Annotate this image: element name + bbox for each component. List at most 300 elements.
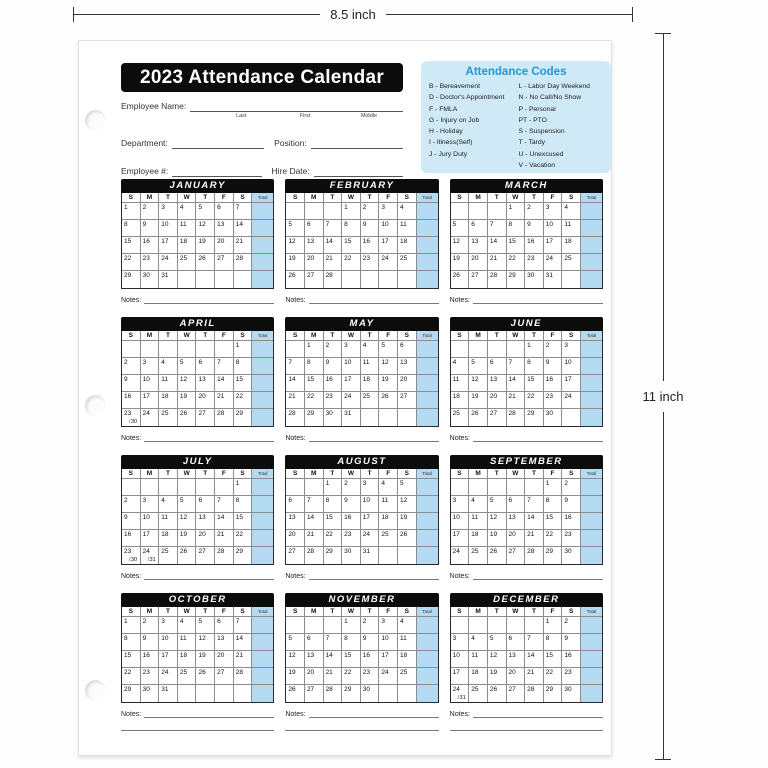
date-cell: 31: [544, 271, 563, 288]
month-title: SEPTEMBER: [450, 455, 603, 469]
date-cell: [286, 617, 305, 634]
date-cell: 9: [141, 634, 160, 651]
day-header: T: [324, 469, 343, 479]
date-cell: 20: [305, 254, 324, 271]
month-calendar: [121, 317, 274, 442]
date-cell: 1: [342, 203, 361, 220]
date-cell: 8: [324, 496, 343, 513]
date-cell: 7: [215, 358, 234, 375]
date-cell: 22: [544, 530, 563, 547]
notes-label: Notes:: [285, 435, 306, 442]
notes-label: Notes:: [121, 297, 142, 304]
attendance-code: P - Personal: [518, 105, 556, 113]
total-cell: [417, 203, 438, 220]
date-cell: 20: [215, 651, 234, 668]
total-cell: [417, 409, 438, 426]
date-cell: 30: [324, 409, 343, 426]
date-cell: 17: [141, 530, 160, 547]
date-cell: 15: [544, 513, 563, 530]
date-cell: [562, 271, 581, 288]
date-cell: 14: [525, 513, 544, 530]
date-cell: 12: [488, 651, 507, 668]
total-cell: [252, 668, 273, 685]
date-cell: [286, 341, 305, 358]
day-header: M: [305, 193, 324, 203]
day-header: S: [286, 331, 305, 341]
date-cell: [215, 479, 234, 496]
date-cell: 2: [342, 479, 361, 496]
day-header: W: [342, 607, 361, 617]
date-cell: 15: [342, 237, 361, 254]
date-cell: 19: [379, 375, 398, 392]
date-cell: 21: [234, 651, 253, 668]
total-cell: [252, 479, 273, 496]
total-cell: [581, 547, 602, 564]
date-cell: [141, 341, 160, 358]
date-cell: 30: [141, 685, 160, 702]
day-header: T: [324, 193, 343, 203]
date-cell: 29: [507, 271, 526, 288]
employee-name-row: [121, 101, 403, 119]
date-cell: 16: [562, 513, 581, 530]
month-calendar: [450, 179, 603, 304]
date-cell: 11: [178, 634, 197, 651]
date-cell: 3: [342, 341, 361, 358]
total-cell: [252, 237, 273, 254]
page-title: 2023 Attendance Calendar: [121, 63, 403, 92]
date-cell: 12: [451, 237, 470, 254]
date-cell: 22: [122, 668, 141, 685]
date-cell: [215, 685, 234, 702]
date-cell: 25: [379, 530, 398, 547]
date-cell: 19: [469, 392, 488, 409]
date-cell: 10: [451, 513, 470, 530]
total-cell: [252, 271, 273, 288]
dimension-tick: [632, 7, 633, 22]
date-cell: [488, 203, 507, 220]
notes-line: [473, 572, 603, 580]
notes-row: [285, 710, 438, 718]
day-header: T: [159, 193, 178, 203]
date-cell: 8: [544, 496, 563, 513]
date-cell: 17: [379, 237, 398, 254]
date-cell: 6: [398, 341, 417, 358]
month-title: JULY: [121, 455, 274, 469]
date-cell: 17: [141, 392, 160, 409]
day-header: F: [215, 469, 234, 479]
day-header: S: [562, 331, 581, 341]
date-cell: [398, 547, 417, 564]
date-cell: 14: [215, 513, 234, 530]
date-cell: [178, 341, 197, 358]
date-cell: 11: [398, 634, 417, 651]
attendance-code: T - Tardy: [518, 139, 546, 147]
total-cell: [417, 685, 438, 702]
total-column-header: Total: [581, 607, 602, 617]
total-cell: [252, 634, 273, 651]
date-cell: 7: [286, 358, 305, 375]
date-cell: 24: [562, 392, 581, 409]
date-cell: 22: [305, 392, 324, 409]
date-cell: 8: [122, 220, 141, 237]
day-header: T: [361, 469, 380, 479]
day-header: S: [398, 331, 417, 341]
total-cell: [581, 634, 602, 651]
date-cell: 13: [215, 634, 234, 651]
date-cell: 7: [215, 496, 234, 513]
notes-label: Notes:: [449, 573, 470, 580]
date-cell: 6: [215, 617, 234, 634]
date-cell: [196, 341, 215, 358]
date-cell: 26: [286, 685, 305, 702]
day-header: F: [215, 193, 234, 203]
width-dimension-label: 8.5 inch: [330, 6, 376, 22]
date-cell: 3: [379, 617, 398, 634]
total-cell: [417, 392, 438, 409]
day-header: T: [196, 193, 215, 203]
day-header: S: [398, 193, 417, 203]
date-cell: 7: [324, 220, 343, 237]
date-cell: [398, 685, 417, 702]
date-cell: 11: [398, 220, 417, 237]
date-cell: 2: [361, 203, 380, 220]
notes-label: Notes:: [121, 711, 142, 718]
total-cell: [417, 513, 438, 530]
total-cell: [581, 685, 602, 702]
day-header: T: [159, 331, 178, 341]
date-cell: 18: [361, 375, 380, 392]
date-cell: 5: [196, 617, 215, 634]
date-cell: [451, 203, 470, 220]
total-cell: [581, 530, 602, 547]
date-cell: [122, 547, 141, 564]
date-cell: 30: [562, 685, 581, 702]
date-cell: 26: [178, 409, 197, 426]
date-cell: 22: [525, 392, 544, 409]
date-cell: 9: [324, 358, 343, 375]
dimension-tick: [655, 759, 671, 760]
date-cell: [342, 271, 361, 288]
total-cell: [581, 617, 602, 634]
day-header: T: [196, 331, 215, 341]
day-header: S: [562, 193, 581, 203]
date-cell: 21: [525, 668, 544, 685]
month-title: DECEMBER: [450, 593, 603, 607]
date-cell: 6: [215, 203, 234, 220]
total-cell: [581, 479, 602, 496]
date-cell: 24: [342, 392, 361, 409]
date-cell: 12: [196, 634, 215, 651]
date-cell: 14: [305, 513, 324, 530]
notes-label: Notes:: [121, 435, 142, 442]
attendance-code: N - No Call/No Show: [518, 94, 582, 102]
total-cell: [252, 358, 273, 375]
day-header: T: [525, 469, 544, 479]
date-cell: 23: [525, 254, 544, 271]
date-cell: 12: [469, 375, 488, 392]
notes-line: [473, 710, 603, 718]
date-cell: 22: [122, 254, 141, 271]
overflow-date-number: / 31: [458, 695, 466, 701]
date-cell: [178, 271, 197, 288]
date-cell: [562, 409, 581, 426]
total-cell: [417, 651, 438, 668]
month-title: JUNE: [450, 317, 603, 331]
date-cell: [379, 271, 398, 288]
notes-row: [450, 434, 603, 442]
date-cell: 5: [286, 634, 305, 651]
date-cell: 17: [342, 375, 361, 392]
date-cell: 24: [451, 547, 470, 564]
day-header: T: [525, 193, 544, 203]
codes-right-column: [519, 81, 604, 171]
date-cell: 8: [544, 634, 563, 651]
hire-date-label: Hire Date:: [271, 166, 310, 176]
day-header: F: [544, 331, 563, 341]
date-cell: 9: [525, 220, 544, 237]
date-cell: 22: [234, 530, 253, 547]
date-cell: 18: [159, 392, 178, 409]
date-cell: 4: [178, 617, 197, 634]
date-cell: 8: [507, 220, 526, 237]
date-cell: 21: [324, 254, 343, 271]
date-cell: 28: [525, 547, 544, 564]
date-cell: 18: [398, 237, 417, 254]
date-cell: 3: [141, 496, 160, 513]
position-line: [311, 139, 403, 149]
date-cell: 28: [234, 254, 253, 271]
notes-row: [121, 710, 274, 718]
date-cell: 27: [469, 271, 488, 288]
date-cell: [159, 341, 178, 358]
date-cell: 30: [141, 271, 160, 288]
attendance-codes-box: [421, 61, 611, 173]
date-cell: 25: [361, 392, 380, 409]
day-header: S: [286, 469, 305, 479]
date-cell: [305, 203, 324, 220]
date-cell: 21: [488, 254, 507, 271]
date-cell: 9: [361, 220, 380, 237]
date-cell: 15: [122, 237, 141, 254]
date-cell: 18: [178, 237, 197, 254]
notes-label: Notes:: [285, 297, 306, 304]
total-column-header: Total: [581, 331, 602, 341]
day-header: W: [507, 193, 526, 203]
total-cell: [417, 496, 438, 513]
date-cell: [398, 409, 417, 426]
total-cell: [252, 617, 273, 634]
date-cell: 22: [324, 530, 343, 547]
date-cell: 10: [141, 513, 160, 530]
date-cell: [122, 409, 141, 426]
date-cell: 19: [178, 392, 197, 409]
day-header: S: [122, 607, 141, 617]
total-column-header: Total: [417, 193, 438, 203]
total-cell: [581, 237, 602, 254]
date-cell: 3: [451, 496, 470, 513]
date-cell: 6: [507, 634, 526, 651]
date-cell: 25: [562, 254, 581, 271]
date-cell: 18: [159, 530, 178, 547]
date-cell: 29: [324, 547, 343, 564]
date-cell: 21: [286, 392, 305, 409]
date-cell: 4: [178, 203, 197, 220]
date-cell: 30: [544, 409, 563, 426]
date-cell: 1: [324, 479, 343, 496]
month-title: MAY: [285, 317, 438, 331]
date-cell: 19: [286, 668, 305, 685]
total-cell: [252, 341, 273, 358]
name-sublabel-first: First: [299, 113, 311, 119]
total-cell: [417, 668, 438, 685]
date-cell: 4: [562, 203, 581, 220]
day-header: W: [178, 469, 197, 479]
total-column-header: Total: [252, 331, 273, 341]
date-cell: 29: [305, 409, 324, 426]
day-header: F: [379, 331, 398, 341]
date-cell: 21: [215, 530, 234, 547]
date-cell: 27: [196, 547, 215, 564]
day-header: S: [122, 193, 141, 203]
date-cell: 16: [342, 513, 361, 530]
date-cell: 17: [451, 668, 470, 685]
date-cell: 5: [178, 496, 197, 513]
months-grid: [121, 179, 603, 731]
date-cell: 7: [234, 203, 253, 220]
date-cell: 18: [469, 668, 488, 685]
notes-row: [450, 710, 603, 718]
date-cell: 19: [488, 668, 507, 685]
date-cell: 16: [525, 237, 544, 254]
date-cell: 21: [234, 237, 253, 254]
month-grid: [285, 469, 438, 565]
notes-line: [309, 434, 439, 442]
date-cell: [234, 271, 253, 288]
date-cell: 10: [544, 220, 563, 237]
date-cell: 1: [342, 617, 361, 634]
date-cell: 8: [342, 634, 361, 651]
month-calendar: [285, 317, 438, 442]
notes-line: [144, 710, 274, 718]
date-cell: 23: [544, 392, 563, 409]
date-cell: [507, 479, 526, 496]
total-cell: [252, 409, 273, 426]
date-cell: 16: [324, 375, 343, 392]
date-cell: 4: [398, 617, 417, 634]
month-calendar: [450, 317, 603, 442]
date-cell: 4: [361, 341, 380, 358]
date-cell: 1: [507, 203, 526, 220]
day-header: M: [469, 607, 488, 617]
date-cell: 23: [324, 392, 343, 409]
date-cell: 16: [562, 651, 581, 668]
month-title: FEBRUARY: [285, 179, 438, 193]
date-cell: 16: [361, 237, 380, 254]
date-cell: [286, 203, 305, 220]
attendance-code: G - Injury on Job: [429, 116, 480, 124]
date-cell: 14: [507, 375, 526, 392]
date-cell: 25: [469, 547, 488, 564]
date-cell: [451, 617, 470, 634]
date-cell: 9: [141, 220, 160, 237]
notes-line: [473, 434, 603, 442]
date-cell: 2: [525, 203, 544, 220]
day-header: M: [141, 331, 160, 341]
date-cell: 1: [305, 341, 324, 358]
date-cell: [361, 271, 380, 288]
date-cell: [305, 479, 324, 496]
attendance-code: PT - PTO: [518, 116, 547, 124]
day-header: F: [215, 607, 234, 617]
total-column-header: Total: [417, 469, 438, 479]
date-cell: 13: [488, 375, 507, 392]
date-cell: 24: [361, 530, 380, 547]
day-header: T: [361, 193, 380, 203]
total-cell: [417, 271, 438, 288]
date-number: 23: [124, 548, 132, 555]
date-cell: 16: [544, 375, 563, 392]
date-cell: [469, 479, 488, 496]
notes-line: [144, 572, 274, 580]
day-header: M: [141, 193, 160, 203]
date-cell: 1: [544, 617, 563, 634]
date-cell: 27: [215, 668, 234, 685]
day-header: S: [451, 469, 470, 479]
overflow-date-number: / 31: [148, 557, 156, 563]
date-cell: 15: [234, 375, 253, 392]
total-cell: [417, 254, 438, 271]
date-cell: 25: [451, 409, 470, 426]
date-cell: 29: [544, 685, 563, 702]
notes-label: Notes:: [121, 573, 142, 580]
month-calendar: [285, 179, 438, 304]
date-cell: 22: [342, 254, 361, 271]
day-header: T: [488, 193, 507, 203]
date-cell: 24: [544, 254, 563, 271]
total-cell: [252, 651, 273, 668]
notes-row: [121, 296, 274, 304]
date-cell: 12: [286, 651, 305, 668]
date-cell: 4: [379, 479, 398, 496]
date-cell: 25: [178, 254, 197, 271]
day-header: S: [562, 469, 581, 479]
date-cell: 27: [305, 271, 324, 288]
date-cell: [525, 617, 544, 634]
total-cell: [417, 220, 438, 237]
date-cell: 1: [544, 479, 563, 496]
date-cell: 31: [361, 547, 380, 564]
date-cell: 17: [451, 530, 470, 547]
date-cell: 4: [469, 496, 488, 513]
total-cell: [581, 358, 602, 375]
date-cell: 2: [361, 617, 380, 634]
day-header: S: [234, 193, 253, 203]
date-cell: 12: [488, 513, 507, 530]
date-cell: [469, 203, 488, 220]
date-cell: 28: [324, 271, 343, 288]
date-cell: 9: [361, 634, 380, 651]
date-cell: 23: [141, 668, 160, 685]
date-cell: 23: [361, 254, 380, 271]
day-header: F: [379, 607, 398, 617]
date-cell: 5: [469, 358, 488, 375]
total-cell: [252, 530, 273, 547]
day-header: T: [159, 469, 178, 479]
attendance-code: F - FMLA: [429, 105, 458, 113]
date-cell: 29: [342, 685, 361, 702]
date-cell: 19: [178, 530, 197, 547]
date-cell: [451, 685, 470, 702]
